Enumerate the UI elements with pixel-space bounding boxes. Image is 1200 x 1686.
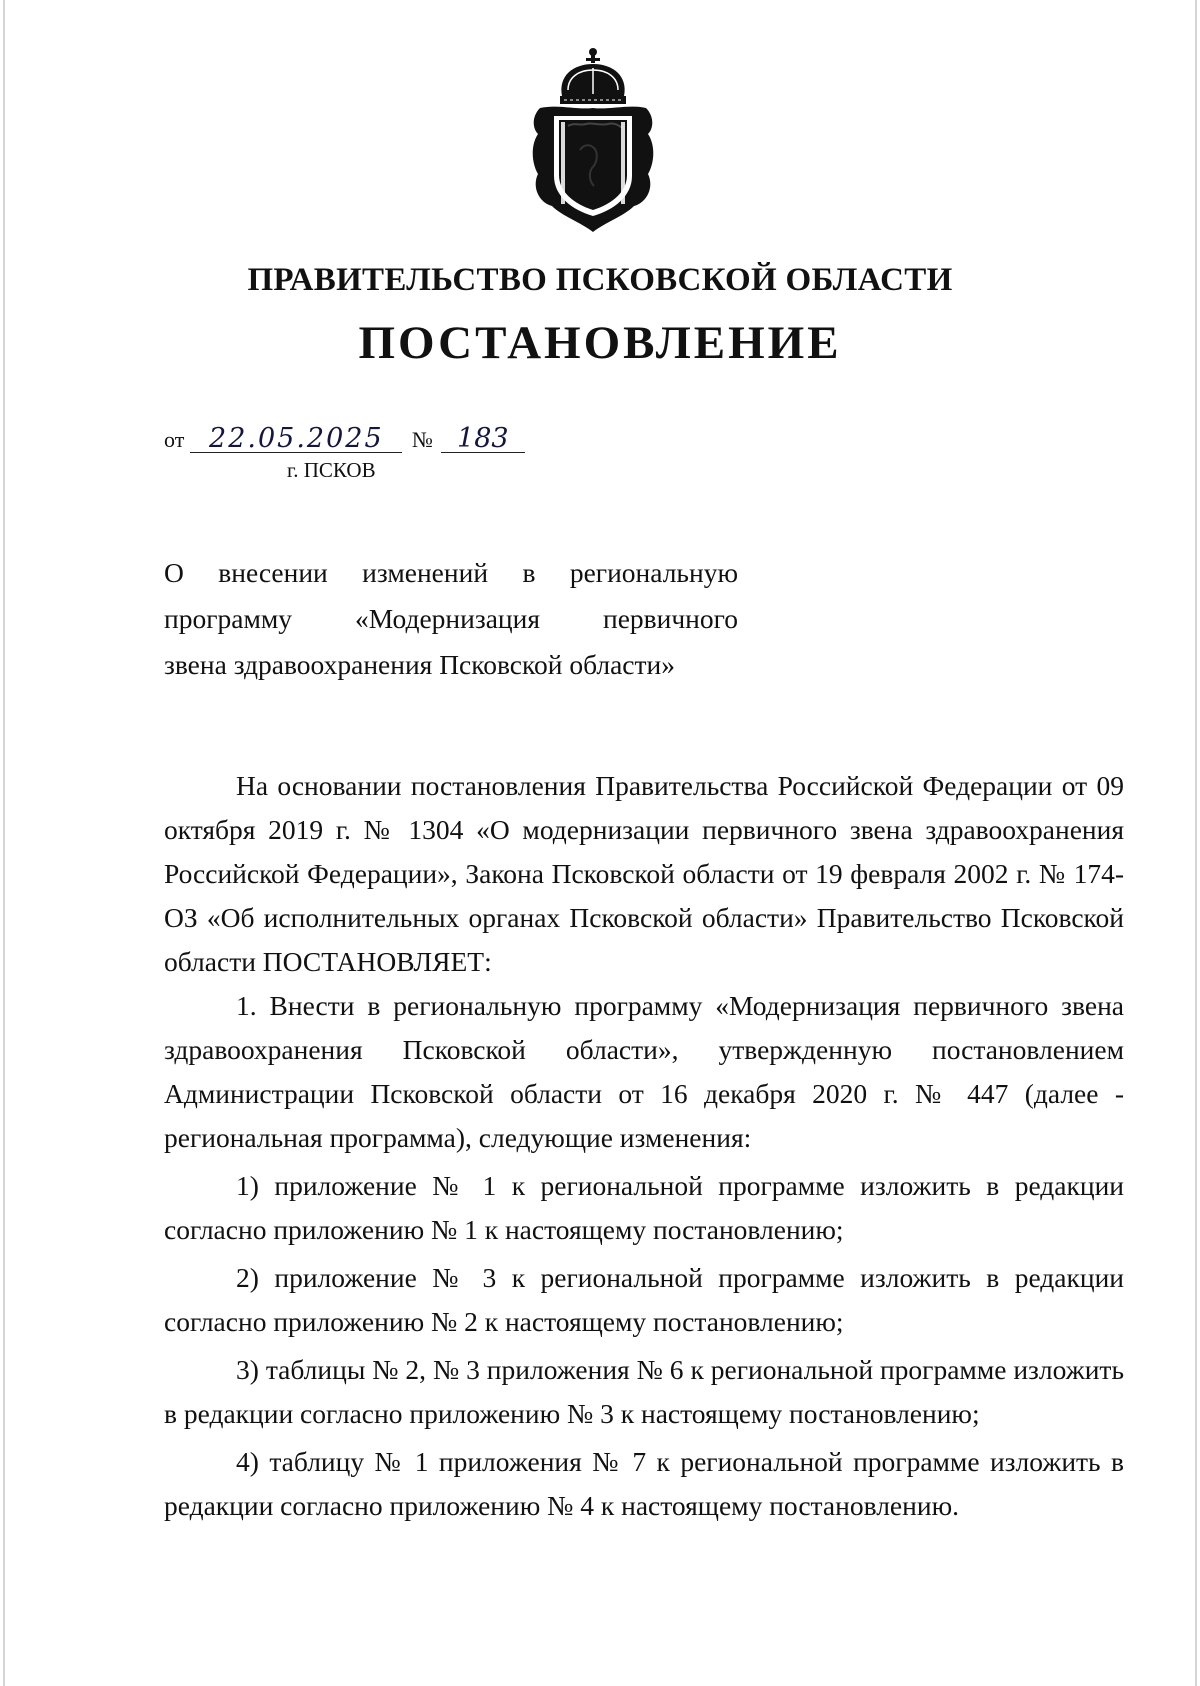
organization-title: ПРАВИТЕЛЬСТВО ПСКОВСКОЙ ОБЛАСТИ bbox=[247, 262, 953, 298]
preamble-paragraph: На основании постановления Правительства Российской Федерации от 09 октября 2019 г. № 1304 «О модернизации первичного звена здравоохранения Российской Федерации», Закона Псковской области от 19 февраля 2002 г. № 174-ОЗ «Об исполнительных органах Псковской области» Правительство Псковской области ПОСТАНОВЛЯЕТ: bbox=[164, 770, 1124, 977]
subject-line-1: О внесении изменений в региональную bbox=[164, 557, 738, 588]
scan-edge-right bbox=[1195, 0, 1197, 1686]
document-date: 22.05.2025 bbox=[190, 426, 402, 453]
document-body bbox=[164, 764, 1124, 1528]
document-type-title: ПОСТАНОВЛЕНИЕ bbox=[358, 317, 842, 369]
city-label: г. ПСКОВ bbox=[287, 458, 376, 482]
document-number: 183 bbox=[441, 426, 525, 453]
date-prefix: от bbox=[164, 427, 185, 452]
document-subject bbox=[164, 550, 738, 688]
clause-1: 1. Внести в региональную программу «Модернизация первичного звена здравоохранения Псковской области», утвержденную постановлением Администрации Псковской области от 16 декабря 2020 г. № 447 (далее - региональная программа), следующие изменения: bbox=[164, 990, 1124, 1153]
subject-line-2: программу «Модернизация первичного bbox=[164, 603, 738, 634]
date-number-line bbox=[164, 423, 525, 454]
subject-line-3: звена здравоохранения Псковской области» bbox=[164, 649, 675, 680]
scan-edge-left bbox=[3, 0, 5, 1686]
subclause-3: 3) таблицы № 2, № 3 приложения № 6 к региональной программе изложить в редакции согласно приложению № 3 к настоящему постановлению; bbox=[164, 1354, 1124, 1429]
number-sign: № bbox=[411, 427, 433, 452]
subclause-1: 1) приложение № 1 к региональной программе изложить в редакции согласно приложению № 1 к настоящему постановлению; bbox=[164, 1170, 1124, 1245]
subclause-2: 2) приложение № 3 к региональной программе изложить в редакции согласно приложению № 2 к настоящему постановлению; bbox=[164, 1262, 1124, 1337]
coat-of-arms-icon bbox=[528, 46, 658, 234]
subclause-4: 4) таблицу № 1 приложения № 7 к региональной программе изложить в редакции согласно приложению № 4 к настоящему постановлению. bbox=[164, 1446, 1124, 1521]
